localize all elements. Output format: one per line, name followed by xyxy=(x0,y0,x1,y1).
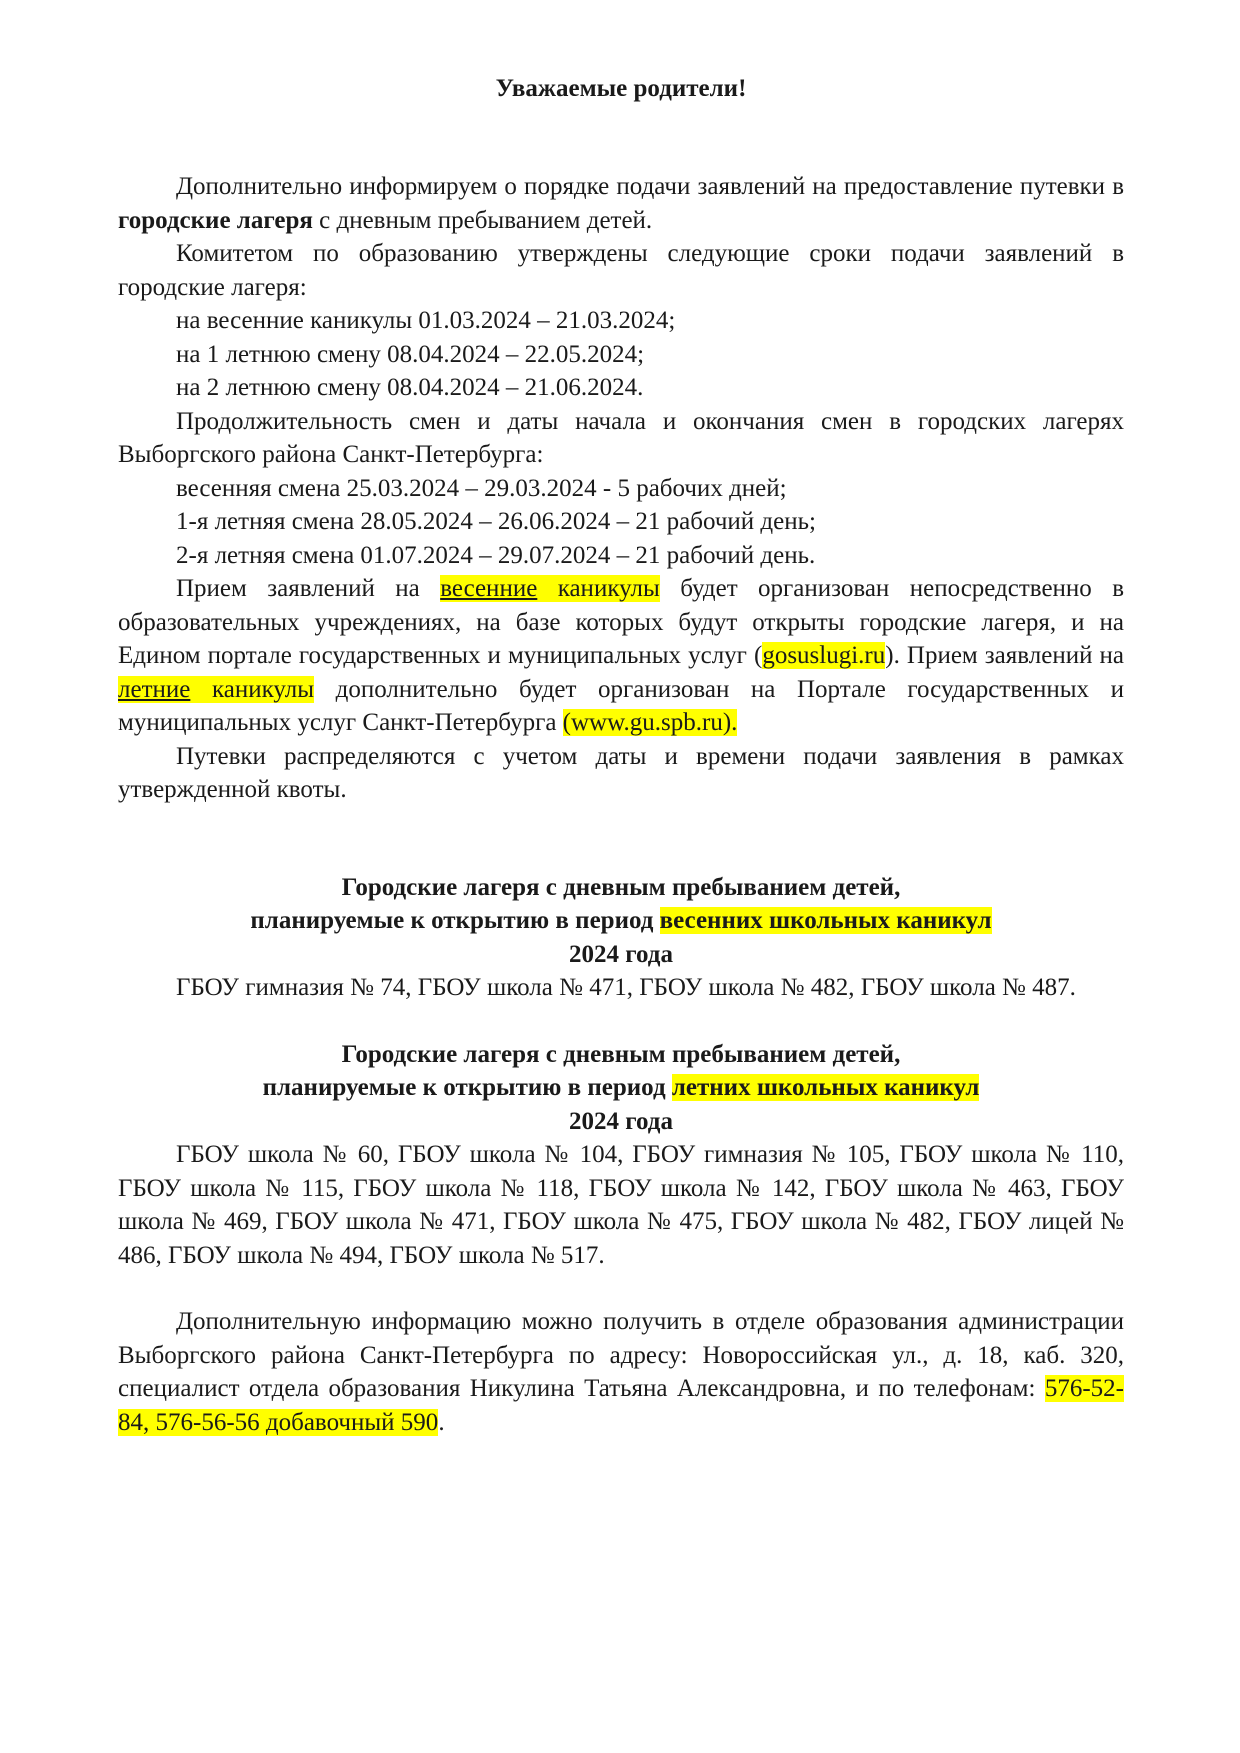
spring-camps-highlight: весенних школьных каникул xyxy=(659,907,992,934)
deadline-item: на 2 летнюю смену 08.04.2024 – 21.06.2024. xyxy=(176,374,644,401)
summer-camps-heading-line xyxy=(118,1071,1124,1105)
summer-schools-list: ГБОУ школа № 60, ГБОУ школа № 104, ГБОУ гимназия № 105, ГБОУ школа № 110, ГБОУ школа № 115, ГБОУ школа № 118, ГБОУ школа № 142, ГБОУ школа № 463, ГБОУ школа № 469, ГБОУ школа № 471, ГБОУ школа № 475, ГБОУ школа № 482, ГБОУ лицей № 486, ГБОУ школа № 494, ГБОУ школа № 517. xyxy=(118,1141,1124,1269)
summer-holidays-highlight xyxy=(118,676,314,703)
gosuslugi-link[interactable]: gosuslugi.ru xyxy=(762,642,886,669)
shifts-heading: Продолжительность смен и даты начала и окончания смен в городских лагерях Выборгского района Санкт-Петербурга: xyxy=(118,407,1124,468)
reception-text: будет организован непосредственно в образовательных учреждениях, на базе которых будут открыты городские лагеря, и на Едином портале государственных и муниципальных услуг ( xyxy=(118,575,1125,669)
deadline-item: на 1 летнюю смену 08.04.2024 – 22.05.2024; xyxy=(176,340,645,368)
spring-schools-list: ГБОУ гимназия № 74, ГБОУ школа № 471, ГБОУ школа № 482, ГБОУ школа № 487. xyxy=(176,974,1076,1001)
reception-paragraph xyxy=(118,572,1124,740)
intro-bold-text: городские лагеря xyxy=(118,206,313,234)
spring-underlined: весенние xyxy=(440,575,538,602)
intro-text-end: с дневным пребыванием детей. xyxy=(312,206,653,234)
summer-rest: каникулы xyxy=(190,675,315,703)
intro-paragraph xyxy=(118,170,1124,237)
spring-holidays-highlight xyxy=(440,575,660,602)
summer-camps-year: 2024 года xyxy=(569,1107,673,1135)
spring-rest: каникулы xyxy=(537,575,660,602)
summer-camps-heading-line: Городские лагеря с дневным пребыванием детей, xyxy=(341,1040,901,1068)
contact-paragraph xyxy=(118,1305,1124,1439)
spring-camps-heading-line xyxy=(118,904,1124,938)
reception-text: Прием заявлений на xyxy=(176,575,441,602)
contact-text: Дополнительную информацию можно получить в отделе образования администрации Выборгского района Санкт-Петербурга по адресу: Новороссийская ул., д. 18, каб. 320, специалист отдела образования Никулина Татьяна Александровна, и по телефонам: xyxy=(118,1308,1124,1402)
deadlines-heading: Комитетом по образованию утверждены следующие сроки подачи заявлений в городские лагеря: xyxy=(118,240,1124,301)
spacer xyxy=(118,1272,1124,1305)
quota-paragraph: Путевки распределяются с учетом даты и времени подачи заявления в рамках утвержденной квоты. xyxy=(118,742,1124,803)
intro-text: Дополнительно информируем о порядке подачи заявлений на предоставление путевки в xyxy=(176,173,1124,200)
summer-camps-highlight: летних школьных каникул xyxy=(671,1074,980,1101)
spring-camps-prefix: планируемые к открытию в период xyxy=(250,907,660,934)
shift-item: весенняя смена 25.03.2024 – 29.03.2024 - 5 рабочих дней; xyxy=(176,474,787,502)
phone-numbers[interactable]: 576-52-84, 576-56-56 добавочный 590 xyxy=(118,1375,1124,1436)
deadline-item: на весенние каникулы 01.03.2024 – 21.03.2024; xyxy=(176,307,676,334)
page-title: Уважаемые родители! xyxy=(495,75,747,102)
summer-camps-prefix: планируемые к открытию в период xyxy=(262,1074,672,1101)
shift-item: 2-я летняя смена 01.07.2024 – 29.07.2024 – 21 рабочий день. xyxy=(176,541,816,569)
gu-spb-link[interactable]: (www.gu.spb.ru). xyxy=(562,709,738,736)
spring-camps-year: 2024 года xyxy=(569,940,673,968)
spacer xyxy=(118,807,1124,871)
summer-underlined: летние xyxy=(118,675,191,703)
contact-end: . xyxy=(438,1408,445,1436)
reception-text: дополнительно будет организован на Портале государственных и муниципальных услуг Санкт-Петербурга xyxy=(118,675,1124,736)
spacer xyxy=(118,1005,1124,1038)
shift-item: 1-я летняя смена 28.05.2024 – 26.06.2024 – 21 рабочий день; xyxy=(176,508,816,535)
spring-camps-heading-line: Городские лагеря с дневным пребыванием детей, xyxy=(341,873,901,901)
reception-text: ). Прием заявлений на xyxy=(885,642,1124,669)
